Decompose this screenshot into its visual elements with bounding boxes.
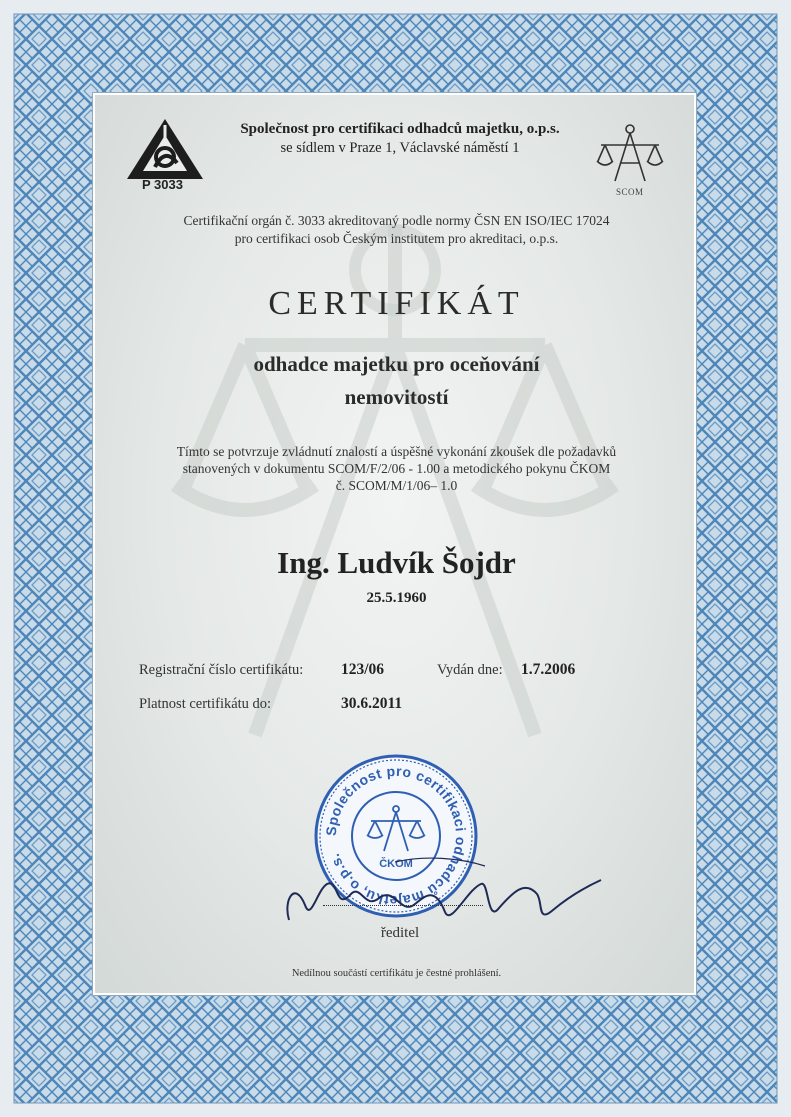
issued-date-label: Vydán dne: bbox=[437, 662, 503, 678]
registration-number-label: Registrační číslo certifikátu: bbox=[139, 662, 304, 678]
certificate-panel bbox=[93, 93, 696, 995]
certificate-subtitle-line-1: odhadce majetku pro oceňování bbox=[253, 352, 540, 376]
confirmation-line-1: Tímto se potvrzuje zvládnutí znalostí a úspěšné vykonání zkoušek dle požadavků bbox=[176, 444, 617, 459]
logo-right-label: SCOM bbox=[616, 187, 644, 197]
organization-name: Společnost pro certifikaci odhadců majetku, o.p.s. bbox=[240, 121, 560, 137]
holder-name: Ing. Ludvík Šojdr bbox=[277, 545, 516, 580]
registration-number-value: 123/06 bbox=[341, 661, 385, 678]
issued-date-value: 1.7.2006 bbox=[521, 661, 576, 678]
accreditation-line-1: Certifikační orgán č. 3033 akreditovaný podle normy ČSN EN ISO/IEC 17024 bbox=[183, 213, 610, 228]
certificate-title: CERTIFIKÁT bbox=[268, 285, 525, 322]
signature-role: ředitel bbox=[380, 925, 420, 941]
holder-birth-date: 25.5.1960 bbox=[366, 590, 427, 606]
stamp-center-text: ČKOM bbox=[379, 858, 413, 870]
confirmation-line-2: stanovených v dokumentu SCOM/F/2/06 - 1.00 a metodického pokynu ČKOM bbox=[182, 461, 611, 476]
signature-line bbox=[323, 905, 483, 906]
footnote: Nedílnou součástí certifikátu je čestné prohlášení. bbox=[291, 968, 502, 979]
scales-compass-logo-icon bbox=[595, 123, 665, 185]
accreditation-line-2: pro certifikaci osob Českým institutem pro akreditaci, o.p.s. bbox=[234, 231, 559, 246]
validity-value: 30.6.2011 bbox=[341, 695, 403, 712]
stamp-ring-text: Společnost pro certifikaci odhadců majetku, o.p.s. bbox=[322, 762, 470, 910]
certificate-subtitle-line-2: nemovitostí bbox=[344, 385, 449, 409]
organization-seat: se sídlem v Praze 1, Václavské náměstí 1 bbox=[280, 140, 520, 156]
logo-code: P 3033 bbox=[142, 177, 183, 192]
validity-label: Platnost certifikátu do: bbox=[139, 696, 272, 712]
confirmation-line-3: č. SCOM/M/1/06– 1.0 bbox=[335, 478, 458, 493]
